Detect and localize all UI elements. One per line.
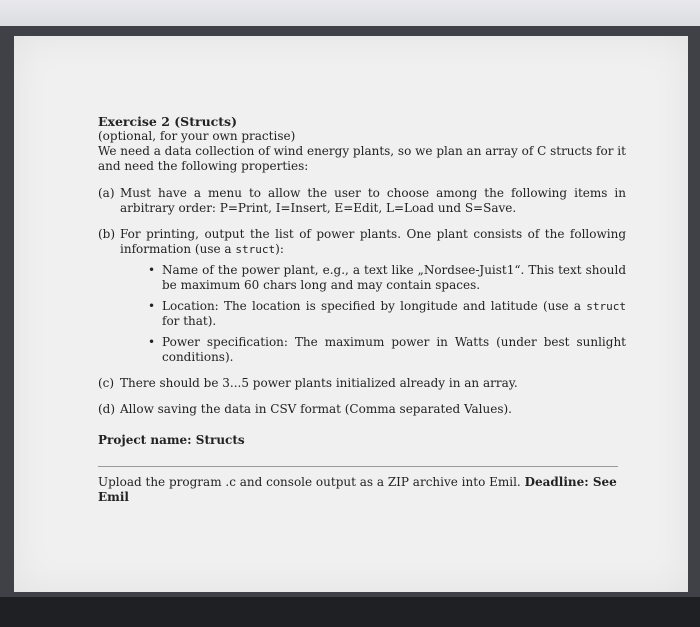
item-a [98, 186, 626, 216]
bullet-text-end: for that). [162, 314, 217, 328]
item-d [98, 402, 626, 417]
bullet-dot-icon: • [148, 263, 156, 277]
code-struct: struct [235, 243, 276, 256]
exercise-title: Exercise 2 (Structs) [98, 114, 237, 129]
upload-text: Upload the program .c and console output as a ZIP archive into Emil. [98, 475, 525, 489]
bullet-power [148, 335, 626, 365]
bullet-dot-icon: • [148, 335, 156, 349]
item-label: (b) [98, 227, 116, 241]
bullet-location [148, 299, 626, 329]
deadline: Deadline: See Emil [98, 475, 617, 504]
item-label: (c) [98, 376, 115, 390]
item-text: Allow saving the data in CSV format (Comma separated Values). [120, 402, 512, 416]
bullet-text: Power specification: The maximum power in Watts (under best sunlight conditions). [162, 335, 626, 364]
bullet-dot-icon: • [148, 299, 156, 313]
bullet-list [120, 263, 626, 365]
bullet-text: Name of the power plant, e.g., a text like „Nordsee-Juist1“. This text should be maximum 60 chars long and may contain spaces. [162, 263, 626, 292]
bottom-screen-edge [0, 597, 700, 627]
item-text: For printing, output the list of power plants. One plant consists of the following information (use a [120, 227, 626, 256]
upload-instructions [98, 475, 626, 505]
item-c [98, 376, 626, 391]
bullet-name [148, 263, 626, 293]
item-b [98, 227, 626, 365]
item-label: (a) [98, 186, 115, 200]
exercise-content [98, 114, 626, 505]
optional-note: (optional, for your own practise) [98, 129, 296, 143]
exercise-intro: We need a data collection of wind energy plants, so we plan an array of C structs for it and need the following properties: [98, 144, 626, 173]
project-name: Project name: Structs [98, 433, 245, 447]
item-text: Must have a menu to allow the user to choose among the following items in arbitrary order: P=Print, I=Insert, E=Edit, L=Load und S=Save. [120, 186, 626, 215]
item-text-end: ): [275, 242, 284, 256]
item-label: (d) [98, 402, 116, 416]
item-text: There should be 3...5 power plants initialized already in an array. [120, 376, 518, 390]
document-page [14, 36, 688, 592]
divider [98, 466, 618, 467]
code-struct: struct [586, 300, 626, 313]
bullet-text: Location: The location is specified by longitude and latitude (use a [162, 299, 587, 313]
top-screen-strip [0, 0, 700, 26]
